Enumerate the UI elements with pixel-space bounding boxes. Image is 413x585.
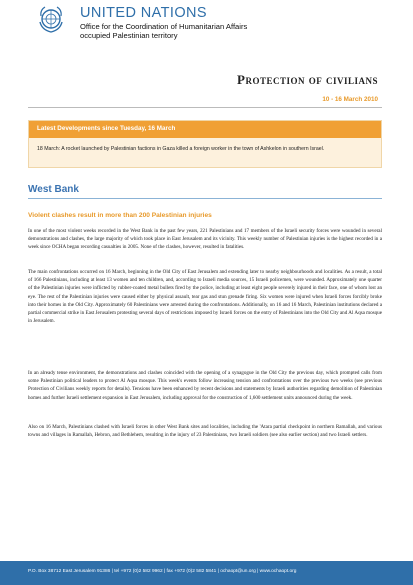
- latest-developments-heading: Latest Developments since Tuesday, 16 March: [29, 121, 381, 138]
- document-header: [0, 0, 413, 103]
- footer-contact: P.O. Box 38712 East Jerusalem 91386 | tel +972 (0)2 582 9962 | fax +972 (0)2 582 5841 | ochaopt@un.org | www.ochaopt.org: [28, 569, 297, 574]
- un-emblem-icon: [36, 4, 66, 34]
- body-paragraph: Also on 16 March, Palestinians clashed with Israeli forces in other West Bank sites and localities, including the 'Atara partial checkpoint in northern Ramallah, and various towns and villages in Ramallah, Hebron, and Bethlehem, resulting in the injury of 23 Palestinians, two Israeli soldiers (see also earlier section) and two Israeli settlers.: [28, 424, 382, 439]
- document-footer: [0, 561, 413, 585]
- latest-developments-text: 18 March: A rocket launched by Palestinian factions in Gaza killed a foreign worker in the town of Ashkelon in southern Israel.: [37, 146, 325, 152]
- body-paragraph: In one of the most violent weeks recorded in the West Bank in the past few years, 221 Palestinians and 17 members of the Israeli security forces were wounded in several demonstrations and clashes, the large majority of which took place in East Jerusalem and its vicinity. This weekly number of Palestinian injuries is the highest recorded in a week since OCHA began recording casualties in 2005. None of the clashes, however, resulted in fatalities.: [28, 228, 382, 251]
- org-name: UNITED NATIONS: [80, 5, 207, 21]
- section-subheading: Violent clashes result in more than 200 Palestinian injuries: [28, 212, 212, 219]
- office-name: Office for the Coordination of Humanitarian Affairs: [80, 22, 248, 31]
- document-date: 10 - 16 March 2010: [322, 96, 378, 103]
- body-paragraph: The main confrontations occurred on 16 March, beginning in the Old City of East Jerusalem and extending later to nearby neighbourhoods and localities. As a result, a total of 166 Palestinians, including at least 13 women and ten children, and, according to Israeli media sources, 15 Israeli policemen, were wounded. Approximately one quarter of the Palestinian injuries were inflicted by rubber-coated metal bullets fired by the police, including at least eight people severely injured in their face, one of whom lost an eye. The rest of the Palestinian injuries were caused either by physical assault, tear gas and stun grenade firing. Six women were injured when Israeli forces forcibly broke into their homes in the Old City. Approximately 60 Palestinians were arrested during the confrontations. Additionally, on 16 and 16 March, Palestinian institutions declared a partial commercial strike in East Jerusalem protesting several days of restrictions imposed by Israeli forces on the entry of Palestinians into the Old City and Al Aqsa mosque in Jerusalem.: [28, 269, 382, 325]
- latest-developments-box: [28, 120, 382, 168]
- office-location: occupied Palestinian territory: [80, 31, 178, 40]
- header-divider: [28, 107, 382, 108]
- section-title: West Bank: [28, 184, 382, 199]
- document-title: Protection of civilians: [237, 72, 378, 87]
- body-paragraph: In an already tense environment, the demonstrations and clashes coincided with the opening of a synagogue in the Old City the previous day, which prompted calls from some Palestinian political leaders to protect Al Aqsa mosque. This week's events follow increasing tension and confrontations over the previous two weeks (see previous Protection of Civilians weekly reports for details). Tensions have been enhanced by recent decisions and statements by Israeli authorities regarding demolition of Palestinian homes and further Israeli settlement expansion in East Jerusalem, including approval for the construction of 1,600 settlement units announced during the week.: [28, 370, 382, 401]
